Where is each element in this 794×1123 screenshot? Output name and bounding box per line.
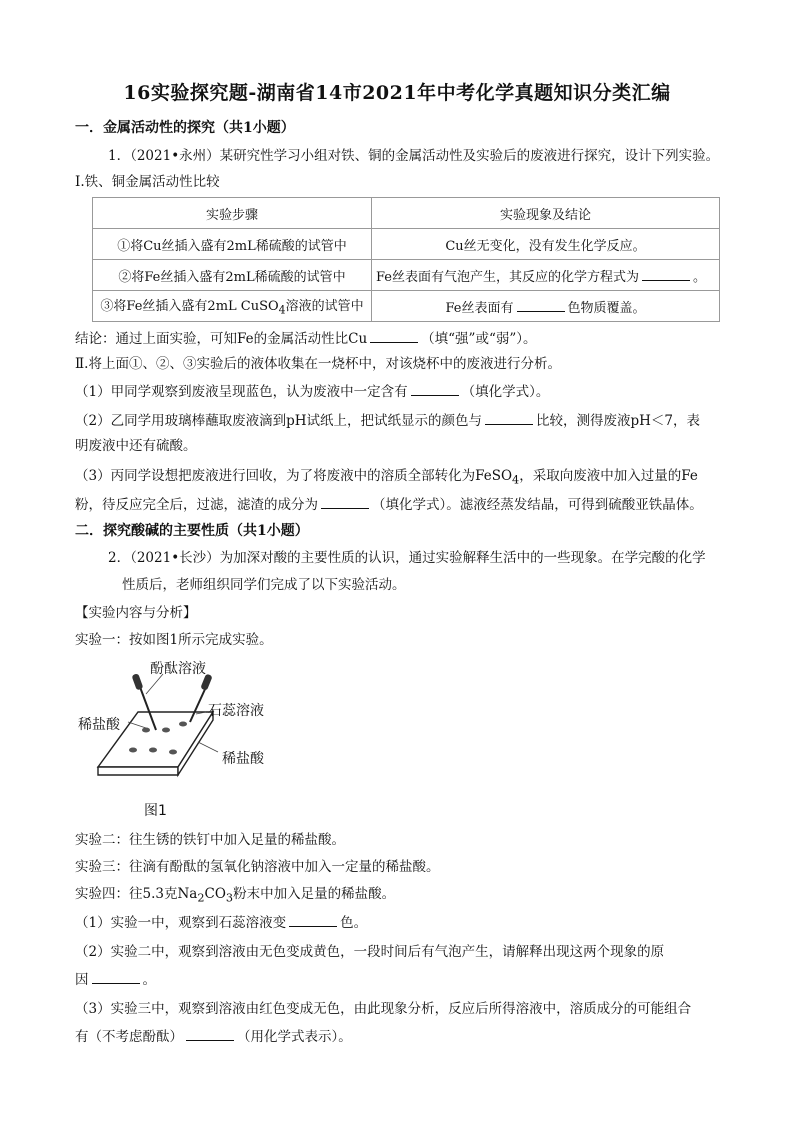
label-litmus: 石蕊溶液 [208, 703, 264, 719]
text: （用化学式表示）。 [237, 1029, 352, 1045]
experiment-3: 实验三：往滴有酚酞的氢氧化钠溶液中加入一定量的稀盐酸。 [75, 859, 440, 875]
text: 粉，待反应完全后，过滤，滤渣的成分为 [75, 497, 318, 513]
subscript: 3 [225, 891, 234, 905]
answer-blank[interactable] [485, 410, 533, 425]
subscript: 4 [278, 303, 286, 317]
table-cell [372, 291, 720, 322]
answer-blank[interactable] [186, 1026, 234, 1041]
cell-text: 溶液的试管中 [285, 299, 364, 315]
table-cell [372, 260, 720, 291]
question-1-intro: 1．（2021•永州）某研究性学习小组对铁、铜的金属活动性及实验后的废液进行探究，设计下列实验。 [108, 148, 720, 164]
cell-text: 。 [693, 269, 707, 285]
well [179, 722, 187, 727]
text: 有（不考虑酚酞） [75, 1029, 183, 1045]
text: 结论：通过上面实验，可知Fe的金属活动性比Cu [75, 331, 368, 347]
cell-text: ③将Fe丝插入盛有2mL CuSO [100, 299, 279, 315]
label-phenolphthalein: 酚酞溶液 [150, 661, 206, 677]
analysis-3-cont [75, 1026, 725, 1047]
answer-blank[interactable] [517, 297, 565, 312]
text: ，采取向废液中加入过量的Fe [519, 468, 698, 484]
label-hcl-left: 稀盐酸 [78, 717, 120, 733]
cell-text: 色物质覆盖。 [567, 300, 646, 316]
text: （1）甲同学观察到废液呈现蓝色，认为废液中一定含有 [75, 384, 408, 400]
question-2-intro: 2．（2021•长沙）为加深对酸的主要性质的认识，通过实验解释生活中的一些现象。在学完酸的化学 [108, 550, 706, 566]
page-title: 16实验探究题-湖南省14市2021年中考化学真题知识分类汇编 [123, 82, 671, 104]
question-2-intro-cont: 性质后，老师组织同学们完成了以下实验活动。 [122, 577, 406, 593]
sub-question-1 [75, 381, 725, 402]
text: 粉末中加入足量的稀盐酸。 [233, 886, 396, 902]
experiment-table [92, 197, 720, 322]
table-header-row [93, 198, 720, 229]
experiment-1: 实验一：按如图1所示完成实验。 [75, 632, 273, 648]
text: （填“强”或“弱”）。 [421, 331, 537, 347]
well [142, 728, 150, 733]
answer-blank[interactable] [370, 328, 418, 343]
text: 色。 [340, 915, 368, 931]
figure-caption: 图1 [144, 803, 167, 819]
text: （1）实验一中，观察到石蕊溶液变 [75, 915, 287, 931]
answer-blank[interactable] [289, 912, 337, 927]
table-cell: ②将Fe丝插入盛有2mL稀硫酸的试管中 [93, 260, 372, 291]
analysis-2-cont [75, 969, 725, 990]
sub-question-2 [75, 410, 725, 431]
subscript: 2 [197, 891, 205, 905]
well [129, 748, 137, 753]
table-header: 实验现象及结论 [372, 198, 720, 229]
text: （填化学式）。 [461, 384, 550, 400]
conclusion-line [75, 328, 725, 349]
answer-blank[interactable] [411, 381, 459, 396]
text: （填化学式）。滤液经蒸发结晶，可得到硫酸亚铁晶体。 [372, 497, 703, 513]
text: CO [204, 886, 226, 902]
text: 比较，测得废液pH＜7，表 [536, 413, 701, 429]
content-title: 【实验内容与分析】 [75, 605, 197, 621]
table-row [93, 260, 720, 291]
table-row [93, 229, 720, 260]
part-2-title: Ⅱ.将上面①、②、③实验后的液体收集在一烧杯中，对该烧杯中的废液进行分析。 [75, 356, 561, 372]
experiment-4 [75, 884, 725, 909]
experiment-2: 实验二：往生锈的铁钉中加入足量的稀盐酸。 [75, 832, 345, 848]
table-cell: Cu丝无变化，没有发生化学反应。 [372, 229, 720, 260]
analysis-2: （2）实验二中，观察到溶液由无色变成黄色，一段时间后有气泡产生，请解释出现这两个现象的原 [75, 944, 665, 960]
section-heading-2: 二．探究酸碱的主要性质（共1小题） [75, 523, 309, 539]
leader-line [198, 742, 218, 752]
well [169, 750, 177, 755]
answer-blank[interactable] [92, 969, 140, 984]
sub-question-2-cont: 明废液中还有硫酸。 [75, 438, 197, 454]
part-1-title: Ⅰ.铁、铜金属活动性比较 [75, 174, 220, 190]
text: 因 [75, 972, 89, 988]
cell-text: Fe丝表面有气泡产生，其反应的化学方程式为 [376, 269, 640, 285]
section-heading-1: 一．金属活动性的探究（共1小题） [75, 120, 295, 136]
answer-blank[interactable] [642, 266, 690, 281]
well [149, 748, 157, 753]
analysis-1 [75, 912, 725, 933]
text: （2）乙同学用玻璃棒蘸取废液滴到pH试纸上，把试纸显示的颜色与 [75, 413, 483, 429]
well [162, 728, 170, 733]
text: （3）丙同学设想把废液进行回收，为了将废液中的溶质全部转化为FeSO [75, 468, 513, 484]
plate-front [98, 767, 178, 775]
answer-blank[interactable] [321, 494, 369, 509]
text: 实验四：往5.3克Na [75, 886, 198, 902]
table-header: 实验步骤 [93, 198, 372, 229]
table-cell: ①将Cu丝插入盛有2mL稀硫酸的试管中 [93, 229, 372, 260]
sub-question-3-cont [75, 494, 725, 515]
figure-1 [78, 652, 308, 822]
text: 。 [142, 972, 156, 988]
analysis-3: （3）实验三中，观察到溶液由红色变成无色，由此现象分析，反应后所得溶液中，溶质成分的可能组合 [75, 1001, 692, 1017]
cell-text: Fe丝表面有 [445, 300, 514, 316]
table-row [93, 291, 720, 322]
sub-question-3 [75, 466, 725, 491]
subscript: 4 [512, 473, 520, 487]
label-hcl-right: 稀盐酸 [222, 751, 264, 767]
table-cell [93, 291, 372, 322]
